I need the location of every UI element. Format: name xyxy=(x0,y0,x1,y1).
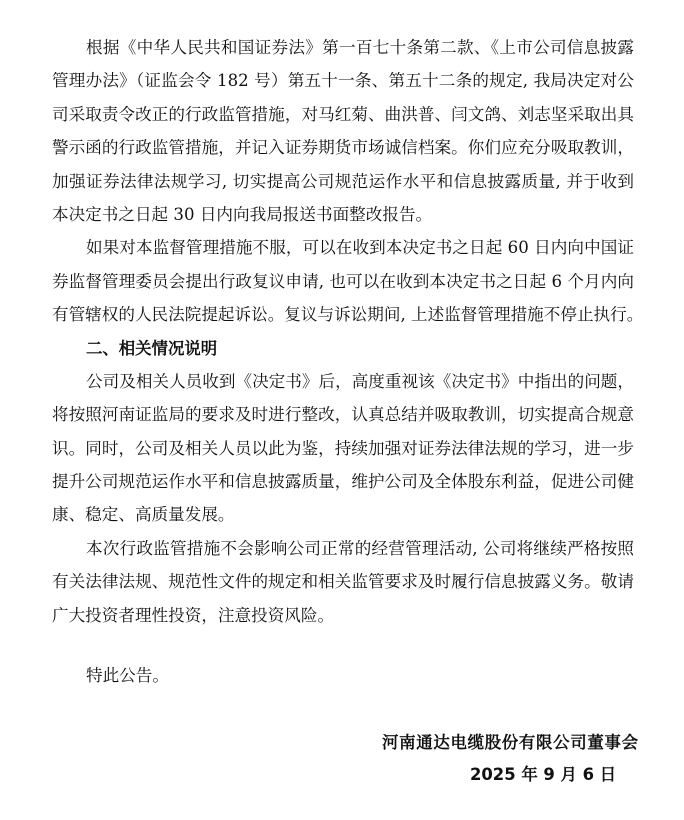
text-line: 警示函的行政监管措施，并记入证券期货市场诚信档案。你们应充分吸取教训， xyxy=(52,138,634,158)
signature-block xyxy=(382,731,638,787)
document-body xyxy=(52,31,644,692)
signature-company: 河南通达电缆股份有限公司董事会 xyxy=(382,733,638,752)
text-line: 加强证券法律法规学习, 切实提高公司规范运作水平和信息披露质量, 并于收到 xyxy=(52,171,634,191)
text-line: 本次行政监管措施不会影响公司正常的经营管理活动, 公司将继续严格按照 xyxy=(86,538,634,558)
paragraph-company-response xyxy=(52,365,634,532)
text-line: 将按照河南证监局的要求及时进行整改，认真总结并吸取教训，切实提高合规意 xyxy=(52,405,634,425)
text-line: 广大投资者理性投资，注意投资风险。 xyxy=(52,605,335,625)
text-line: 有管辖权的人民法院提起诉讼。复议与诉讼期间, 上述监督管理措施不停止执行。 xyxy=(52,305,644,325)
paragraph-penalty-decision xyxy=(52,31,634,231)
text-line: 公司及相关人员收到《决定书》后，高度重视该《决定书》中指出的问题， xyxy=(86,371,634,391)
section-heading: 二、相关情况说明 xyxy=(86,338,218,358)
text-line: 司采取责令改正的行政监管措施，对马红菊、曲洪普、闫文鸽、刘志坚采取出具 xyxy=(52,104,634,124)
spacer xyxy=(52,632,634,659)
signature-date: 2025 年 9 月 6 日 xyxy=(470,765,617,784)
text-line: 券监督管理委员会提出行政复议申请, 也可以在收到本决定书之日起 6 个月内向 xyxy=(52,271,634,291)
paragraph-appeal-rights xyxy=(52,231,644,331)
text-line: 提升公司规范运作水平和信息披露质量，维护公司及全体股东利益，促进公司健 xyxy=(52,472,634,492)
text-line: 有关法律法规、规范性文件的规定和相关监管要求及时履行信息披露义务。敬请 xyxy=(52,572,634,592)
text-line: 识。同时，公司及相关人员以此为鉴，持续加强对证券法律法规的学习，进一步 xyxy=(52,438,634,458)
text-line: 康、稳定、高质量发展。 xyxy=(52,505,235,525)
paragraph-impact-statement xyxy=(52,532,634,632)
text-line: 根据《中华人民共和国证券法》第一百七十条第二款、《上市公司信息披露 xyxy=(86,38,634,57)
closing-statement: 特此公告。 xyxy=(86,666,169,686)
text-line: 如果对本监督管理措施不服，可以在收到本决定书之日起 60 日内向中国证 xyxy=(86,238,634,258)
text-line: 管理办法》（证监会令 182 号）第五十一条、第五十二条的规定, 我局决定对公 xyxy=(52,71,634,91)
text-line: 本决定书之日起 30 日内向我局报送书面整改报告。 xyxy=(52,204,433,224)
